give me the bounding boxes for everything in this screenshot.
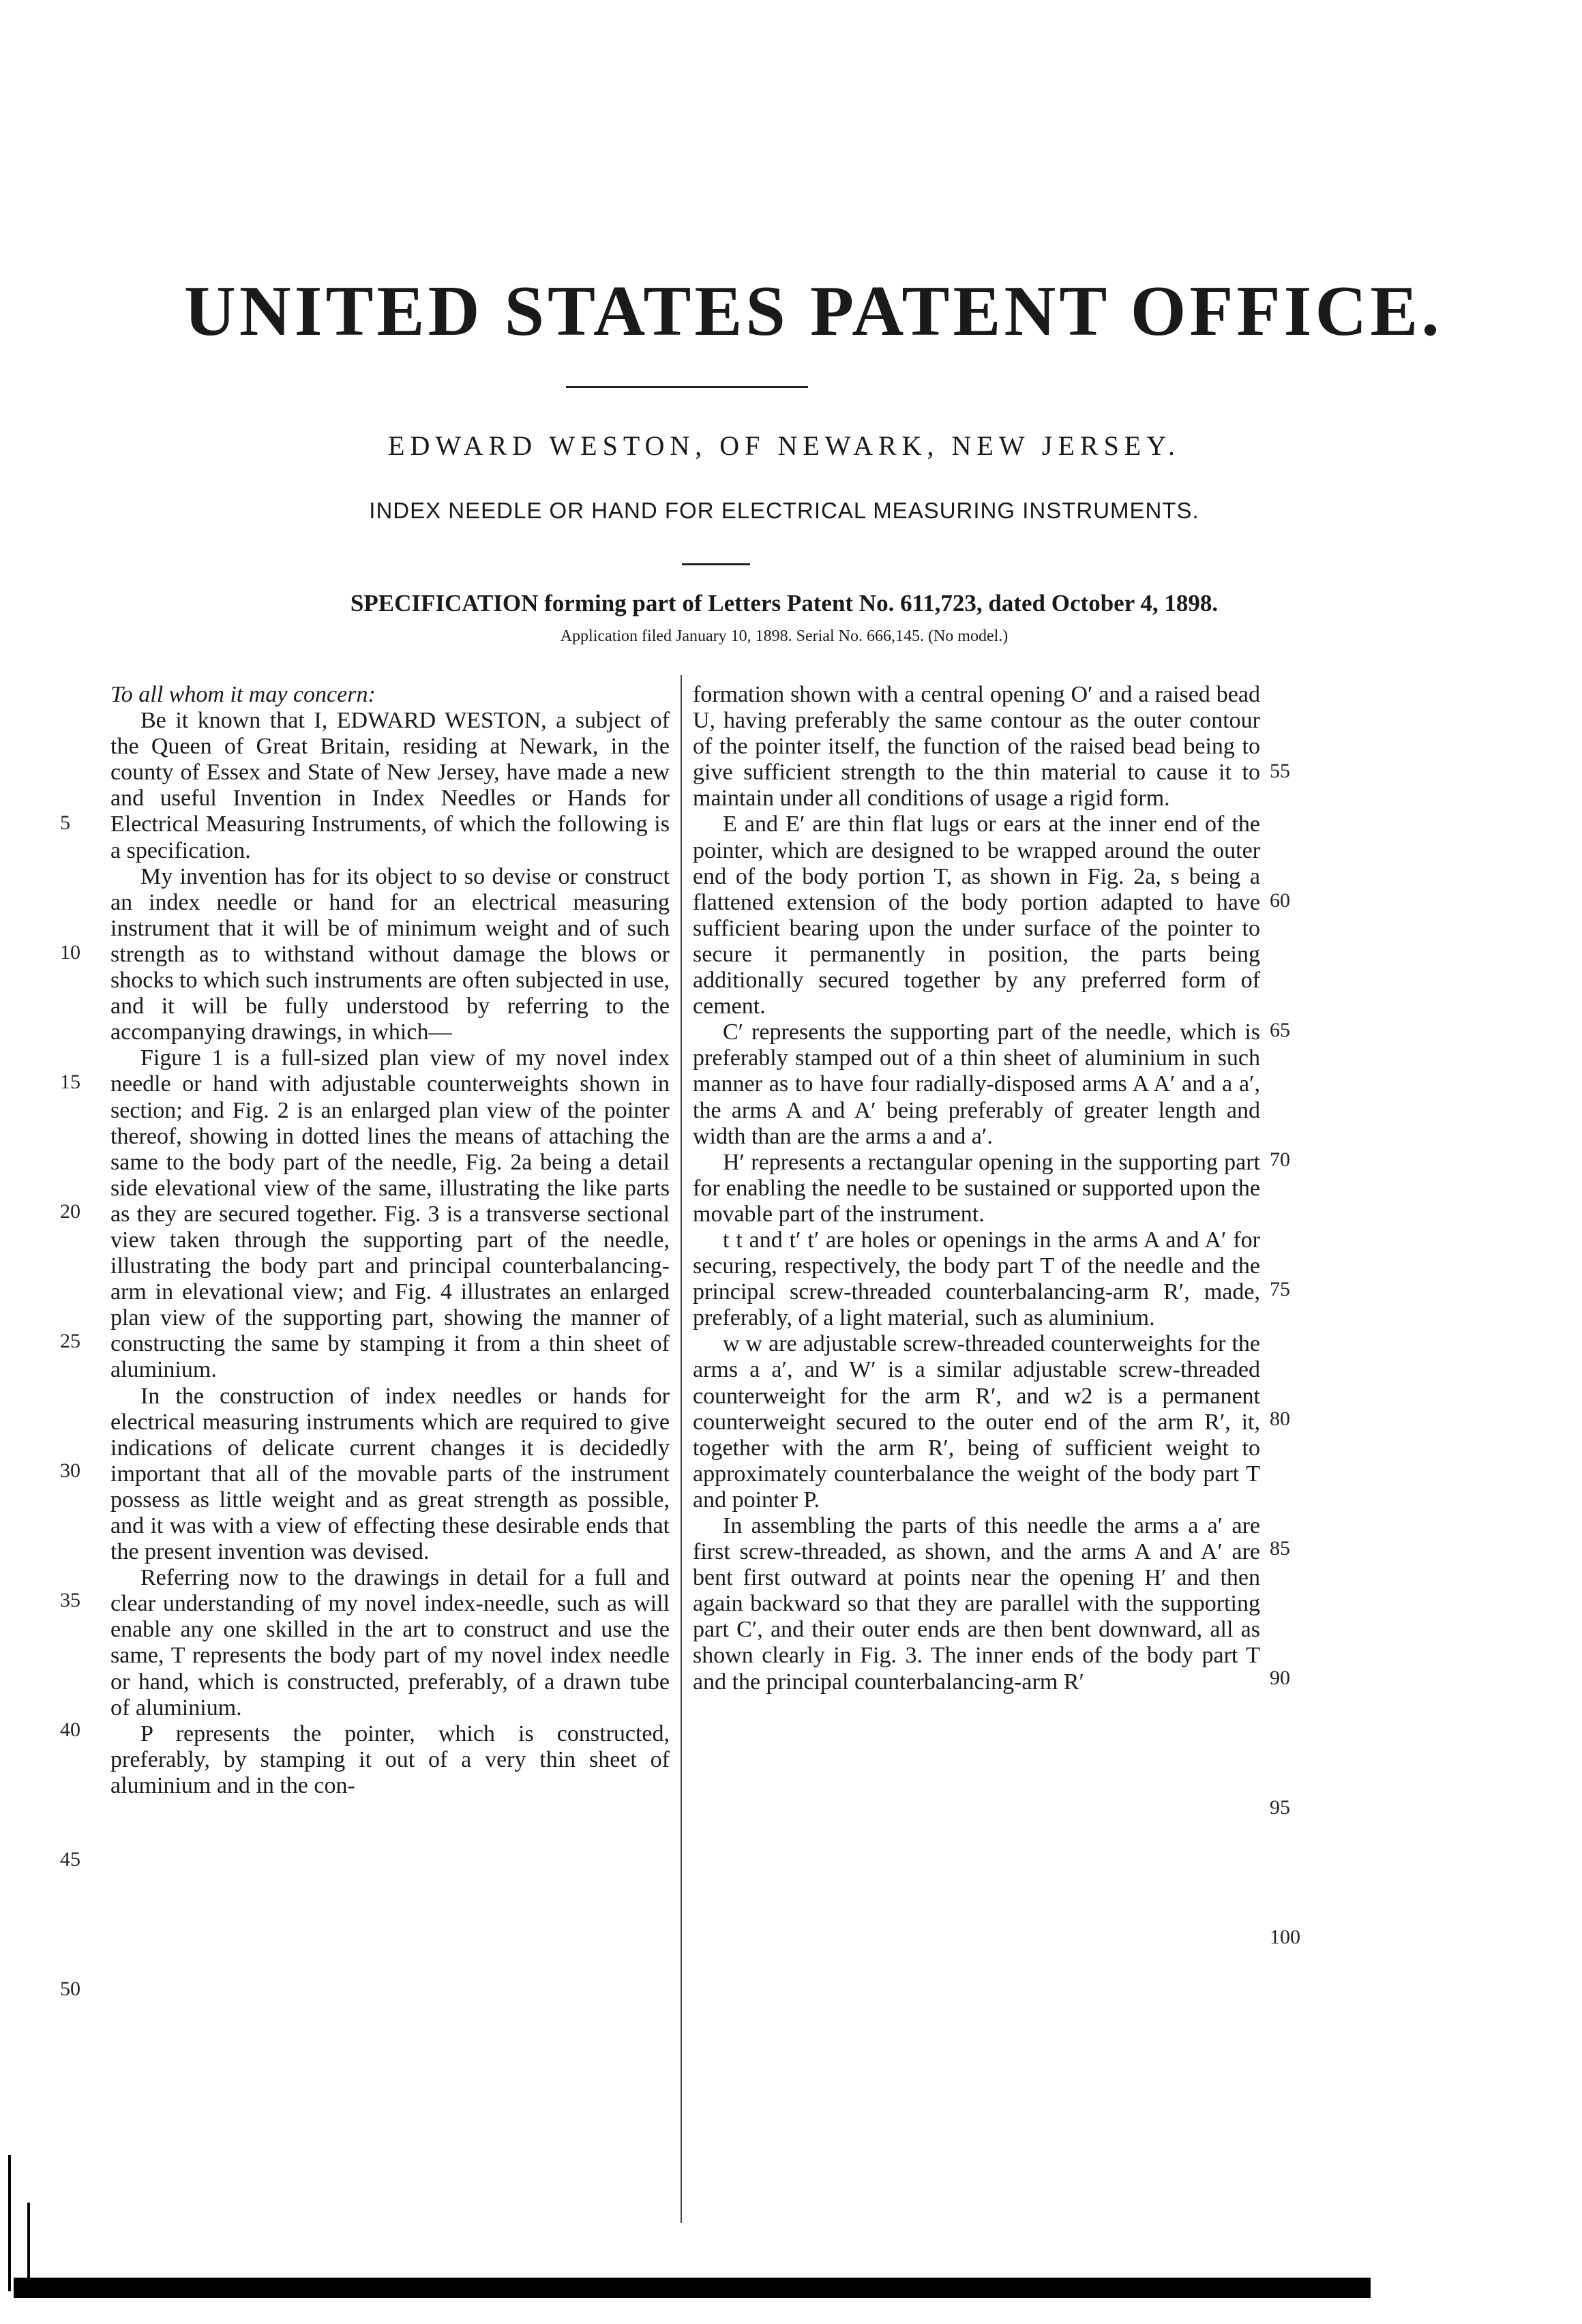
paragraph: P represents the pointer, which is constructed, preferably, by stamping it out of a very thin sheet of aluminium and in the con- (110, 1720, 670, 1798)
line-number: 50 (60, 1978, 80, 2000)
line-number: 35 (60, 1589, 80, 1611)
line-number: 5 (60, 811, 70, 834)
paragraph: w w are adjustable screw-threaded counterweights for the arms a a′, and W′ is a similar adjustable screw-threaded counterweight for the arm R′, and w2 is a permanent counterweight secured to the outer end of the arm R′, it, together with the arm R′, being of sufficient weight to approximately counterbalance the weight of the body part T and pointer P. (693, 1331, 1260, 1513)
paragraph: H′ represents a rectangular opening in the supporting part for enabling the needle to be sustained or supported upon the movable part of the instrument. (693, 1149, 1260, 1227)
line-number: 80 (1270, 1407, 1290, 1430)
right-column (693, 682, 1260, 1695)
invention-title: INDEX NEEDLE OR HAND FOR ELECTRICAL MEASURING INSTRUMENTS. (369, 498, 1199, 523)
line-number: 70 (1270, 1148, 1290, 1171)
paragraph: t t and t′ t′ are holes or openings in the arms A and A′ for securing, respectively, the body part T of the needle and the principal screw-threaded counterbalancing-arm R′, made, preferably, of a light material, such as aluminium. (693, 1227, 1260, 1331)
office-title: UNITED STATES PATENT OFFICE. (184, 271, 1443, 351)
line-number: 55 (1270, 760, 1290, 782)
paragraph: E and E′ are thin flat lugs or ears at the inner end of the pointer, which are designed to be wrapped around the outer end of the body portion T, as shown in Fig. 2a, s being a flattened extension of the body portion adapted to have sufficient bearing upon the under surface of the pointer to secure it permanently in position, the parts being additionally secured together by any preferred form of cement. (693, 811, 1260, 1019)
paragraph: In assembling the parts of this needle the arms a a′ are first screw-threaded, as shown, and the arms A and A′ are bent first outward at points near the opening H′ and then again backward so that they are parallel with the supporting part C′, and their outer ends are then bent downward, all as shown clearly in Fig. 3. The inner ends of the body part T and the principal counterbalancing-arm R′ (693, 1513, 1260, 1695)
line-number: 75 (1270, 1278, 1290, 1300)
line-number: 45 (60, 1848, 80, 1871)
line-number: 40 (60, 1718, 80, 1741)
line-number: 90 (1270, 1667, 1290, 1689)
paragraph: Figure 1 is a full-sized plan view of my novel index needle or hand with adjustable counterweights shown in section; and Fig. 2 is an enlarged plan view of the pointer thereof, showing in dotted lines the means of attaching the same to the body part of the needle, Fig. 2a being a detail side elevational view of the same, illustrating the like parts as they are secured together. Fig. 3 is a transverse sectional view taken through the supporting part of the needle, illustrating the body part and principal counterbalancing-arm in elevational view; and Fig. 4 illustrates an enlarged plan view of the supporting part, showing the manner of constructing the same by stamping it from a thin sheet of aluminium. (110, 1045, 670, 1383)
paragraph: My invention has for its object to so devise or construct an index needle or hand for an electrical measuring instrument that it will be of minimum weight and of such strength as to withstand without damage the blows or shocks to which such instruments are often subjected in use, and it will be fully understood by referring to the accompanying drawings, in which— (110, 863, 670, 1045)
inventor-line: EDWARD WESTON, OF NEWARK, NEW JERSEY. (388, 430, 1180, 461)
paragraph: formation shown with a central opening O′ and a raised bead U, having preferably the same contour as the outer contour of the pointer itself, the function of the raised bead being to give sufficient strength to the thin material to cause it to maintain under all conditions of usage a rigid form. (693, 682, 1260, 811)
column-divider (681, 675, 682, 2223)
paragraph: In the construction of index needles or hands for electrical measuring instruments which are required to give indications of delicate current changes it is decidedly important that all of the movable parts of the instrument possess as little weight and as great strength as possible, and it was with a view of effecting these desirable ends that the present invention was devised. (110, 1383, 670, 1565)
line-number: 15 (60, 1071, 80, 1093)
line-number: 85 (1270, 1537, 1290, 1560)
line-number: 65 (1270, 1019, 1290, 1041)
line-number: 20 (60, 1200, 80, 1223)
line-number: 100 (1270, 1926, 1300, 1948)
left-column (110, 682, 670, 1799)
paragraph: C′ represents the supporting part of the needle, which is preferably stamped out of a thin sheet of aluminium in such manner as to have four radially-disposed arms A A′ and a a′, the arms A and A′ being preferably of greater length and width than are the arms a and a′. (693, 1019, 1260, 1149)
scan-bottom-edge (14, 2278, 1371, 2298)
line-number: 30 (60, 1459, 80, 1482)
line-number: 95 (1270, 1796, 1290, 1819)
line-number: 25 (60, 1330, 80, 1352)
application-line: Application filed January 10, 1898. Serial No. 666,145. (No model.) (560, 627, 1009, 645)
salutation: To all whom it may concern: (110, 682, 376, 707)
paragraph: Be it known that I, EDWARD WESTON, a subject of the Queen of Great Britain, residing at Newark, in the county of Essex and State of New Jersey, have made a new and useful Invention in Index Needles or Hands for Electrical Measuring Instruments, of which the following is a specification. (110, 708, 670, 863)
specification-line: SPECIFICATION forming part of Letters Patent No. 611,723, dated October 4, 1898. (350, 590, 1219, 616)
short-rule (682, 563, 750, 565)
title-rule (566, 386, 808, 388)
line-number: 10 (60, 941, 80, 964)
paragraph: Referring now to the drawings in detail for a full and clear understanding of my novel index-needle, such as will enable any one skilled in the art to construct and use the same, T represents the body part of my novel index needle or hand, which is constructed, preferably, of a drawn tube of aluminium. (110, 1565, 670, 1720)
scan-edge-mark (8, 2155, 11, 2291)
line-number: 60 (1270, 889, 1290, 912)
